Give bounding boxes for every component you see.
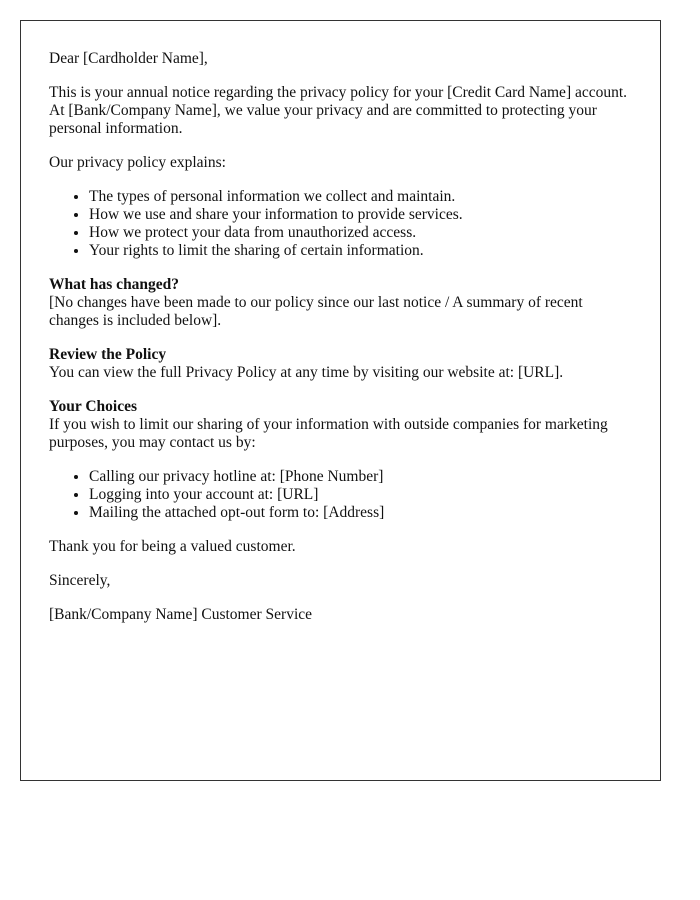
- changes-body: [No changes have been made to our policy since our last notice / A summary of recent changes is included below].: [49, 294, 583, 329]
- list-item: • How we use and share your information to provide services.: [89, 206, 632, 224]
- changes-section: [49, 276, 632, 330]
- choices-heading: Your Choices: [49, 398, 137, 415]
- privacy-notice-letter: [20, 20, 661, 781]
- review-heading: Review the Policy: [49, 346, 167, 363]
- list-item: • Calling our privacy hotline at: [Phone Number]: [89, 468, 632, 486]
- review-section: [49, 346, 632, 382]
- closing: Sincerely,: [49, 572, 111, 589]
- review-body: You can view the full Privacy Policy at any time by visiting our website at: [URL].: [49, 364, 564, 381]
- list-item: • How we protect your data from unauthorized access.: [89, 224, 632, 242]
- changes-heading: What has changed?: [49, 276, 180, 293]
- intro-paragraph: This is your annual notice regarding the privacy policy for your [Credit Card Name] account. At [Bank/Company Name], we value your privacy and are committed to protecting your personal information.: [49, 84, 628, 137]
- list-item: • Mailing the attached opt-out form to: [Address]: [89, 504, 632, 522]
- thanks-line: Thank you for being a valued customer.: [49, 538, 296, 555]
- list-item: • Logging into your account at: [URL]: [89, 486, 632, 504]
- choices-body: If you wish to limit our sharing of your information with outside companies for marketing purposes, you may contact us by:: [49, 416, 608, 451]
- salutation: Dear [Cardholder Name],: [49, 50, 208, 67]
- choices-list: [49, 468, 632, 522]
- signature: [Bank/Company Name] Customer Service: [49, 606, 313, 623]
- list-item: • The types of personal information we collect and maintain.: [89, 188, 632, 206]
- choices-section: [49, 398, 632, 452]
- policy-lead: Our privacy policy explains:: [49, 154, 226, 171]
- list-item: • Your rights to limit the sharing of certain information.: [89, 242, 632, 260]
- policy-list: [49, 188, 632, 260]
